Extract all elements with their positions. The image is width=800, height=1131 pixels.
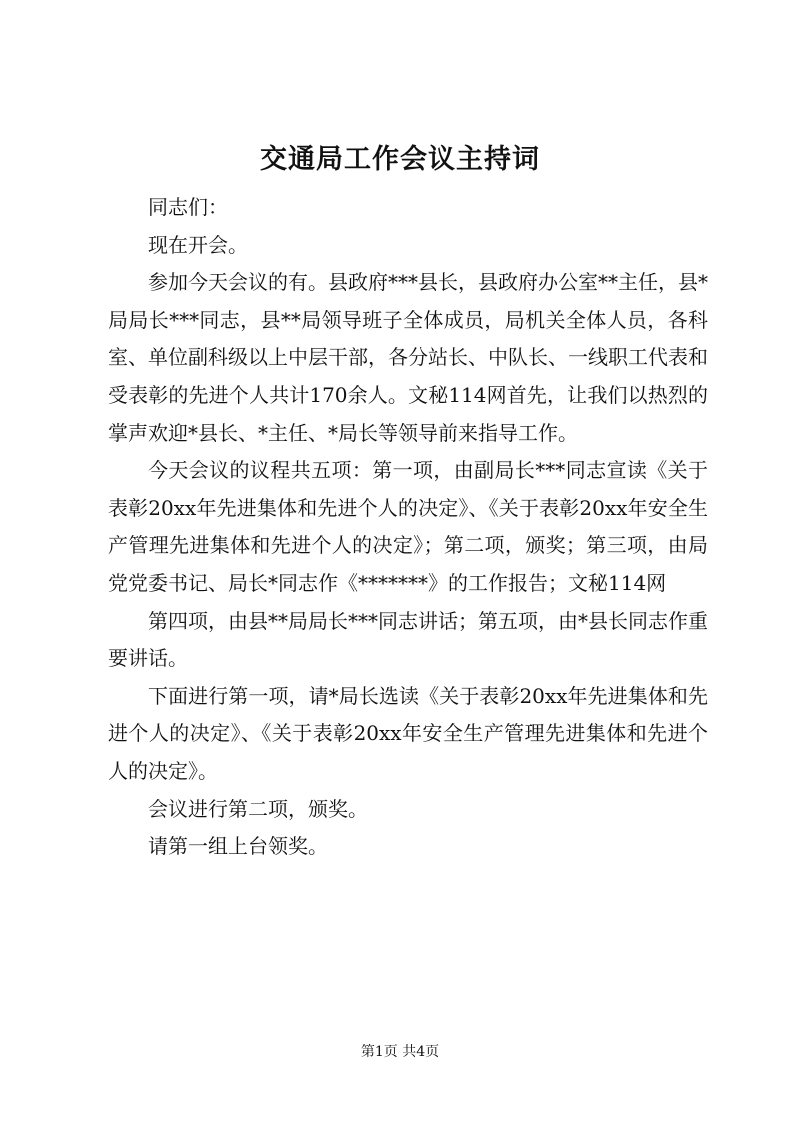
- paragraph-award-group: 请第一组上台领奖。: [148, 834, 328, 859]
- paragraph-greeting: 同志们：: [148, 195, 228, 219]
- paragraph-item-one: 下面进行第一项，请*局长选读《关于表彰20xx年先进集体和先进个人的决定》、《关于表彰20xx年安全生产管理先进集体和先进个人的决定》。: [108, 683, 708, 783]
- document-body: [108, 189, 708, 866]
- page-footer: 第1页 共4页: [360, 1044, 440, 1060]
- paragraph-agenda-continued: 第四项，由县**局局长***同志讲话；第五项，由*县长同志作重要讲话。: [108, 608, 708, 671]
- paragraph-agenda: 今天会议的议程共五项：第一项，由副局长***同志宣读《关于表彰20xx年先进集体和先进个人的决定》、《关于表彰20xx年安全生产管理先进集体和先进个人的决定》；第二项，颁奖；第三项，由局党党委书记、局长*同志作《*******》的工作报告；文秘114网: [108, 458, 708, 595]
- paragraph-attendees: 参加今天会议的有。县政府***县长，县政府办公室**主任，县*局局长***同志，县**局领导班子全体成员，局机关全体人员，各科室、单位副科级以上中层干部，各分站长、中队长、一线职工代表和受表彰的先进个人共计170余人。文秘114网首先，让我们以热烈的掌声欢迎*县长、*主任、*局长等领导前来指导工作。: [108, 270, 708, 445]
- paragraph-item-two: 会议进行第二项，颁奖。: [148, 796, 368, 821]
- paragraph-opening: 现在开会。: [148, 232, 248, 257]
- document-title: 交通局工作会议主持词: [260, 144, 540, 175]
